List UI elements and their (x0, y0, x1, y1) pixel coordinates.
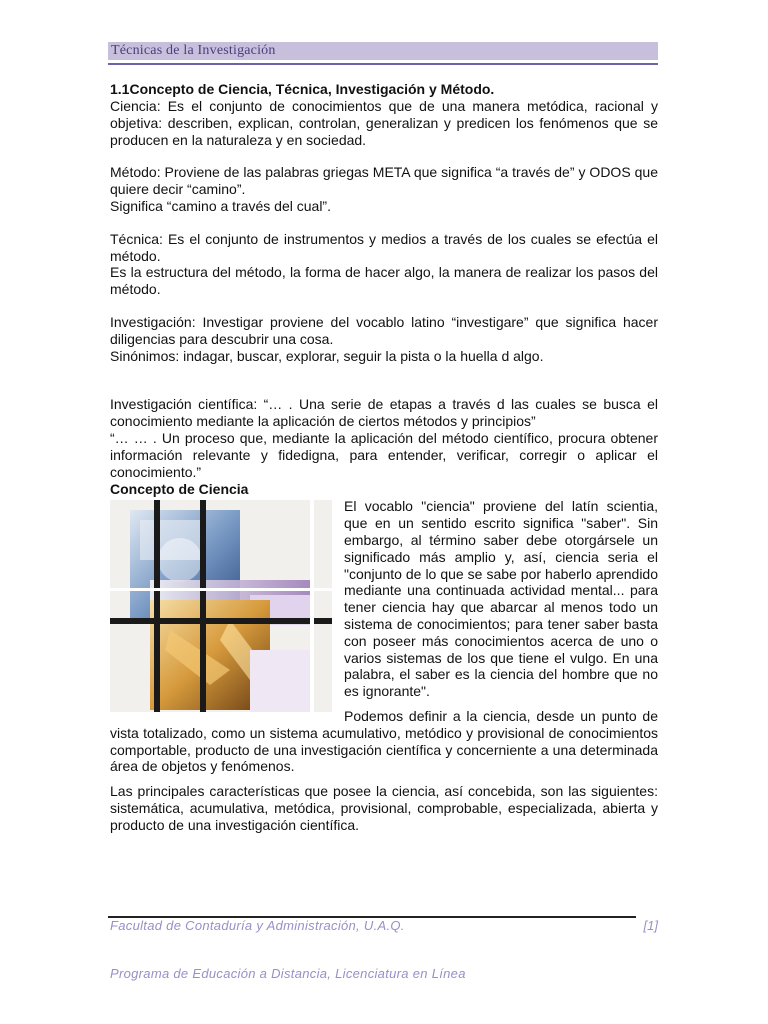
header-title: Técnicas de la Investigación (111, 43, 276, 58)
page-number: [1] (643, 918, 658, 933)
collage-graphic (110, 500, 332, 712)
paragraph-sinonimos: Sinónimos: indagar, buscar, explorar, seguir la pista o la huella d algo. (110, 347, 544, 364)
paragraph-metodo-significado: Significa “camino a través del cual”. (110, 197, 331, 214)
paragraph-proceso: “… … . Un proceso que, mediante la aplicación del método científico, procura obtener información relevante y fidedigna, para entender, verificar, corregir o aplicar el conocimiento.” (110, 429, 658, 480)
paragraph-ciencia: Ciencia: Es el conjunto de conocimientos que de una manera metódica, racional y objetiva: describen, explican, controlan, generalizan y predicen los fenómenos que se producen en la naturaleza y en sociedad. (110, 98, 658, 148)
document-body (110, 80, 658, 833)
paragraph-caracteristicas: Las principales características que posee la ciencia, así concebida, son las siguientes: sistemática, acumulativa, metódica, provisional, comprobable, especializada, abierta y producto de una investigación científica. (110, 783, 658, 833)
footer-institution: Facultad de Contaduría y Administración, U.A.Q. (110, 918, 405, 933)
concepto-heading: Concepto de Ciencia (110, 481, 249, 498)
paragraph-definicion-ciencia: Podemos definir a la ciencia, desde un punto de vista totalizado, como un sistema acumulativo, metódico y provisional de conocimientos comportable, producto de una investigación científica y concerniente a una determinada área de objetos y fenómenos. (110, 707, 658, 775)
concepto-block (110, 498, 658, 833)
paragraph-metodo: Método: Proviene de las palabras griegas META que significa “a través de” y ODOS que quiere decir “camino”. (110, 164, 658, 198)
paragraph-investigacion-cientifica: Investigación científica: “… . Una serie de etapas a través d las cuales se busca el conocimiento mediante la aplicación de ciertos métodos y principios” (110, 396, 658, 430)
section-title: 1.1Concepto de Ciencia, Técnica, Investigación y Método. (110, 81, 495, 97)
paragraph-tecnica-estructura: Es la estructura del método, la forma de hacer algo, la manera de realizar los pasos del método. (110, 264, 658, 298)
paragraph-investigacion: Investigación: Investigar proviene del vocablo latino “investigare” que significa hacer diligencias para descubrir una cosa. (110, 313, 658, 347)
paragraph-vocablo-ciencia: El vocablo "ciencia" proviene del latín scientia, que en un sentido escrito significa "saber". Sin embargo, al término saber debe otorgársele un significado más amplio y, así, ciencia seria el "conjunto de lo que se sabe por haberlo aprendido mediante una continuada actividad mental... para tener ciencia hay que abarcar al menos todo un sistema de conocimientos; para tener saber basta con poseer más conocimientos acerca de uno o varios sistemas de los que tiene el vulgo. En una palabra, el saber es la ciencia del hombre que no es ignorante". (344, 498, 658, 700)
header-rule (108, 63, 658, 65)
science-collage-image (110, 500, 332, 712)
footer-program: Programa de Educación a Distancia, Licenciatura en Línea (110, 966, 466, 981)
paragraph-tecnica: Técnica: Es el conjunto de instrumentos y medios a través de los cuales se efectúa el método. (110, 230, 658, 264)
